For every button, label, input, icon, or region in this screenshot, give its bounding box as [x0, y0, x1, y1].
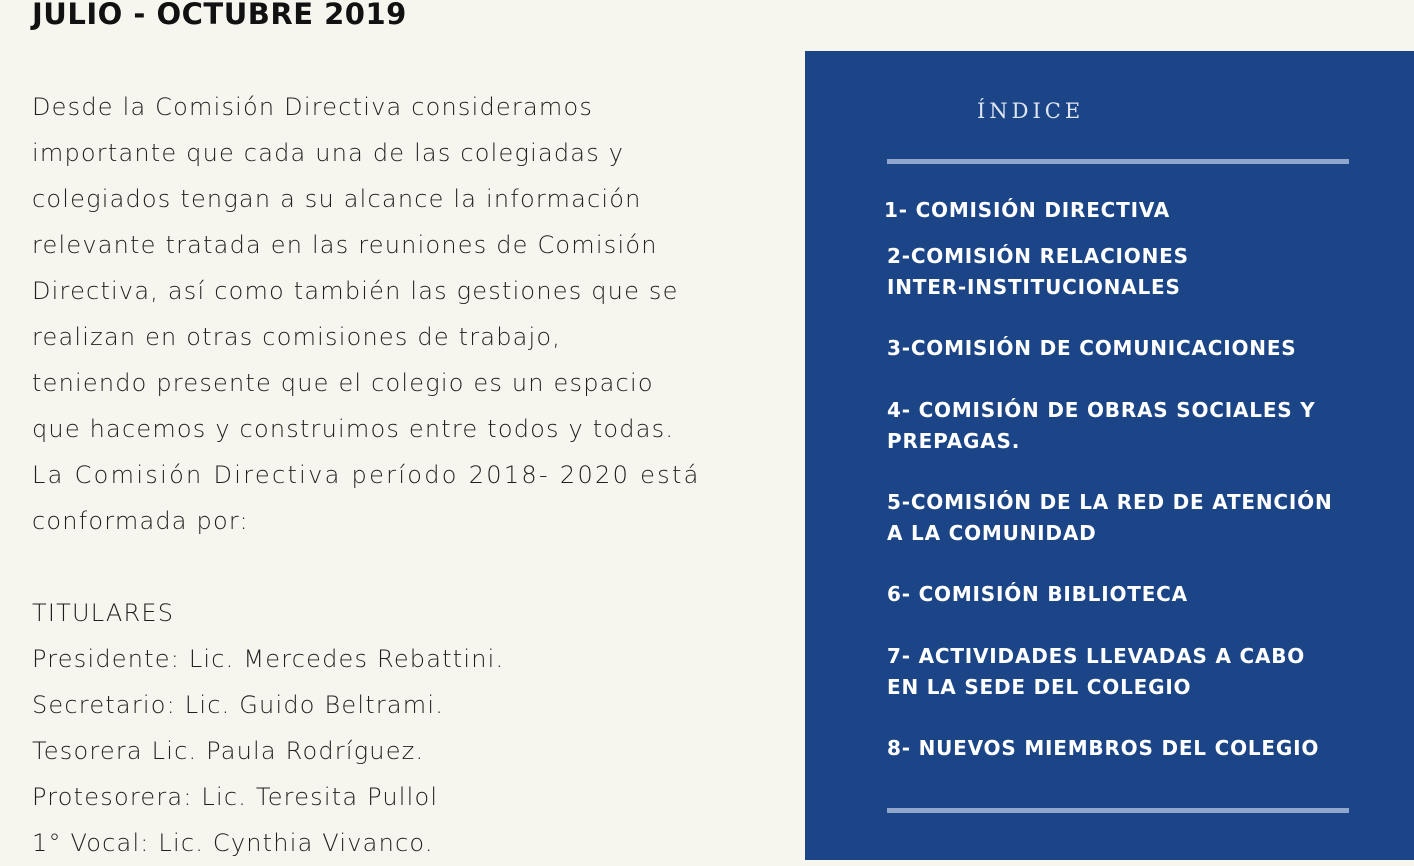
member-protreasurer: Protesorera: Lic. Teresita Pullol — [32, 783, 439, 811]
index-top-divider — [887, 159, 1349, 164]
index-item-obras-sociales[interactable]: 4- COMISIÓN DE OBRAS SOCIALES Y PREPAGAS. — [887, 398, 1316, 453]
index-item-biblioteca[interactable]: 6- COMISIÓN BIBLIOTECA — [887, 582, 1188, 606]
index-bottom-divider — [887, 808, 1349, 813]
member-treasurer: Tesorera Lic. Paula Rodríguez. — [32, 737, 425, 765]
members-list — [32, 590, 682, 866]
intro-line: realizan en otras comisiones de trabajo, — [32, 323, 562, 351]
index-panel — [805, 51, 1414, 860]
intro-line: importante que cada una de las colegiadas y — [32, 139, 625, 167]
index-item-comision-directiva[interactable]: 1- COMISIÓN DIRECTIVA — [884, 198, 1171, 222]
intro-line: que hacemos y construimos entre todos y todas. — [32, 415, 675, 443]
intro-line: conformada por: — [32, 507, 249, 535]
intro-line: La Comisión Directiva período 2018- 2020 está — [32, 461, 701, 489]
index-item-red-atencion[interactable]: 5-COMISIÓN DE LA RED DE ATENCIÓN A LA COMUNIDAD — [887, 490, 1333, 545]
intro-line: teniendo presente que el colegio es un espacio — [32, 369, 654, 397]
index-title: ÍNDICE — [977, 99, 1085, 123]
intro-line: colegiados tengan a su alcance la información — [32, 185, 642, 213]
index-item-actividades[interactable]: 7- ACTIVIDADES LLEVADAS A CABO EN LA SEDE DEL COLEGIO — [887, 644, 1306, 699]
page-heading: JULIO - OCTUBRE 2019 — [32, 0, 407, 31]
intro-line: Desde la Comisión Directiva consideramos — [32, 93, 594, 121]
member-first-vocal: 1° Vocal: Lic. Cynthia Vivanco. — [32, 829, 434, 857]
member-president: Presidente: Lic. Mercedes Rebattini. — [32, 645, 505, 673]
members-section-title: TITULARES — [32, 599, 175, 627]
index-item-relaciones-interinstitucionales[interactable]: 2-COMISIÓN RELACIONES INTER-INSTITUCIONALES — [887, 244, 1189, 299]
intro-line: relevante tratada en las reuniones de Comisión — [32, 231, 658, 259]
intro-paragraph — [32, 84, 701, 544]
index-item-comunicaciones[interactable]: 3-COMISIÓN DE COMUNICACIONES — [887, 336, 1297, 360]
index-item-nuevos-miembros[interactable]: 8- NUEVOS MIEMBROS DEL COLEGIO — [887, 736, 1320, 760]
intro-line: Directiva, así como también las gestiones que se — [32, 277, 679, 305]
member-secretary: Secretario: Lic. Guido Beltrami. — [32, 691, 445, 719]
